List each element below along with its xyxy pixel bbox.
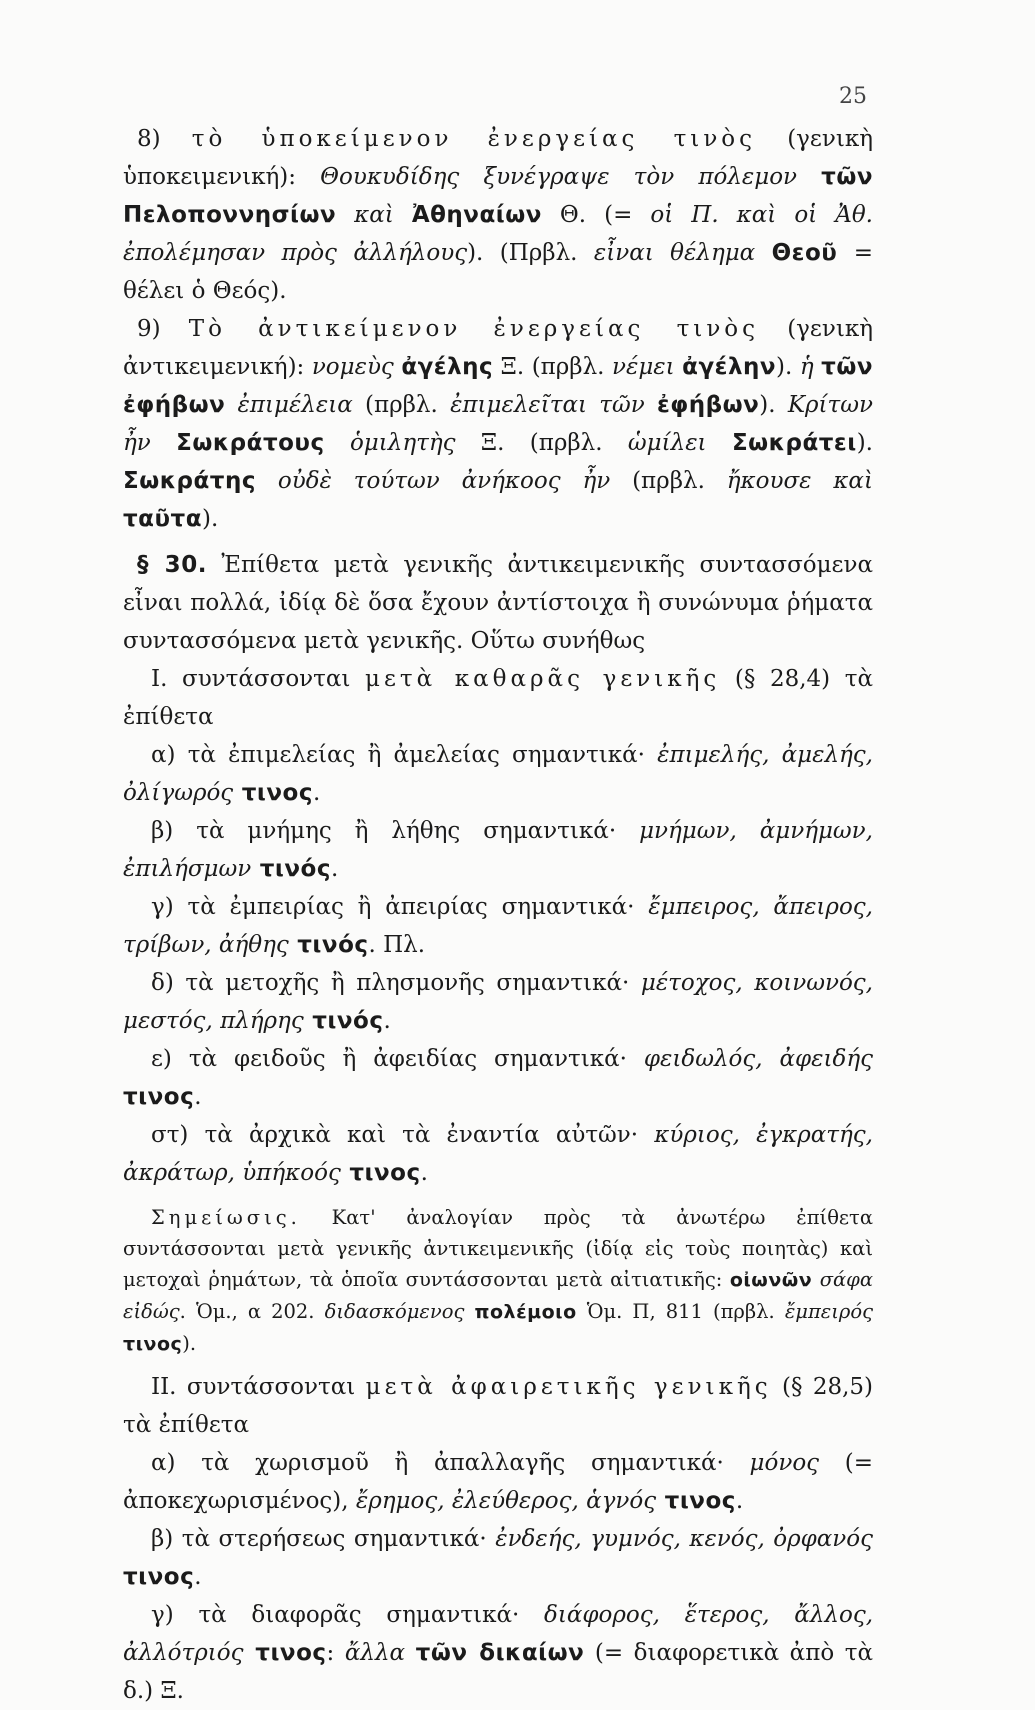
list-item [123,812,873,888]
example: ὡμίλει [627,430,732,456]
text: II. συντάσσονται [151,1374,366,1400]
example: σάφα εἰδώς [123,1268,874,1323]
text: (= διαφορετικὰ ἀπὸ τὰ δ.) Ξ. [123,1640,874,1704]
bold-example: ἀγέλης [401,354,494,380]
text: τὰ μνήμης ἢ λήθης σημαντικά· [196,818,640,844]
item-number: β) [151,1526,182,1552]
note [123,1202,873,1360]
example: ἐπιμέλεια [225,392,353,418]
item-number: 8) [137,126,192,152]
list-item [123,736,873,812]
text: τὰ ἐπιμελείας ἢ ἀμελείας σημαντικά· [187,742,658,768]
example: Κρίτων ἦν [123,392,873,456]
item-number: ε) [151,1046,189,1072]
spaced-term: τὸ ὑποκείμενον ἐνεργείας τινὸς [191,126,757,152]
bold-example: τινος [243,1640,327,1666]
text: τὰ μετοχῆς ἢ πλησμονῆς σημαντικά· [185,970,641,996]
part-I-heading [123,660,873,736]
text: τὰ ἐμπειρίας ἢ ἀπειρίας σημαντικά· [187,894,649,920]
page-number: 25 [839,84,867,109]
example: μέτοχος, κοινωνός, μεστός, πλήρης [123,970,873,1034]
spaced-term: μετὰ ἀφαιρετικῆς γενικῆς [365,1374,772,1400]
bold-example: οἰωνῶν [729,1269,813,1291]
text: . [420,1160,428,1186]
text: . [383,1008,391,1034]
section-text: Ἐπίθετα μετὰ γενικῆς ἀντικειμενικῆς συντασσόμενα εἶναι πολλά, ἰδίᾳ δὲ ὅσα ἔχουν ἀντίστοιχα ἢ συνώνυμα ῥήματα συντασσόμενα μετὰ γενικῆς. Οὕτω συνήθως [123,552,873,654]
example: ἄλλα [344,1640,416,1666]
text: Κατ' ἀναλογίαν πρὸς τὰ ἀνωτέρω ἐπίθετα συντάσσονται μετὰ γενικῆς ἀντικειμενικῆς (ἰδίᾳ εἰς τοὺς ποιητὰς) καὶ μετοχαὶ ῥημάτων, τὰ ὁποῖα συντάσσονται μετὰ αἰτιατικῆς: [123,1206,873,1291]
list-item [123,888,873,964]
text: τὰ ἀρχικὰ καὶ τὰ ἐναντία αὐτῶν· [204,1122,655,1148]
source: Θ. ( [541,202,614,228]
text: Ξ. (πρβλ. [455,430,628,456]
text: . [735,1488,744,1514]
list-item [123,1444,873,1520]
text: (= ἀποκεχωρισμένος), [123,1450,873,1514]
text: Ὁμ. Π, 811 (πρβλ. [576,1300,785,1323]
text: . Ὁμ., α 202. [179,1300,325,1323]
note-label: Σημείωσις. [151,1206,301,1229]
item-number: 9) [137,316,189,342]
item-number: δ) [151,970,186,996]
spaced-term: Τὸ ἀντικείμενον ἐνεργείας τινὸς [188,316,760,342]
text: ). [856,430,873,456]
text: I. συντάσσονται [151,666,366,692]
bold-example: Θεοῦ [771,240,838,266]
bold-example: τῶν δικαίων [415,1640,585,1666]
bold-example: ταῦτα [123,506,202,532]
bold-example: Ἀθηναίων [411,202,542,228]
item-number: α) [151,1450,202,1476]
list-item [123,1040,873,1116]
text: (πρβλ. [610,468,727,494]
text: τὰ διαφορᾶς σημαντικά· [198,1602,544,1628]
example: ἐπιμελεῖται τῶν [450,392,657,418]
example: εἶναι θέλημα [593,240,772,266]
text: . [330,856,339,882]
bold-example: τινος [123,1084,195,1110]
text: τὰ στερήσεως σημαντικά· [181,1526,496,1552]
example: διδασκόμενος [324,1300,475,1323]
bold-example: τινός [288,932,369,958]
bold-example: τῶν Πελοποννησίων [123,164,874,228]
list-item [123,1520,873,1596]
example: ἐνδεής, γυμνός, κενός, ὀρφανός [495,1526,874,1552]
item-number: α) [151,742,188,768]
body-text [123,120,873,1710]
part-II-heading [123,1368,873,1444]
example: μόνος [749,1450,820,1476]
bold-example: τινός [303,1008,384,1034]
text: ). (Πρβλ. [467,240,594,266]
text: . Πλ. [368,932,426,958]
bold-example: ἐφήβων [656,392,760,418]
example: Θουκυδίδης ξυνέγραψε τὸν πόλεμον [320,164,822,190]
bold-example: τινος [123,1564,195,1590]
bold-example: τινος [233,780,313,806]
example: ἔρημος, ἐλεύθερος, ἁγνός [355,1488,657,1514]
gloss: (γενικὴ ἀντικειμενική): [123,316,873,380]
item-number: β) [151,818,197,844]
bold-example: τῶν ἐφήβων [123,354,873,418]
example: ἔμπειρος, ἄπειρος, τρίβων, ἀήθης [123,894,873,958]
item-number: γ) [151,894,188,920]
list-item [123,1596,873,1710]
gloss: (γενικὴ ὑποκειμενική): [123,126,873,190]
example: ἐπιμελής, ἀμελής, ὀλίγωρός [123,742,873,806]
bold-example: τινός [251,856,331,882]
bold-example: τινος [340,1160,421,1186]
text: . [194,1564,202,1590]
text: = θέλει ὁ Θεός). [123,240,873,304]
text: (πρβλ. [352,392,451,418]
text: (§ 28,4) τὰ ἐπίθετα [123,666,873,730]
section-30 [123,546,873,660]
text: Ξ. (πρβλ. [493,354,613,380]
bold-example: τινος [656,1488,736,1514]
equivalence: = οἱ Π. καὶ οἱ Ἀθ. ἐπολέμησαν πρὸς ἀλλήλους [123,202,873,266]
list-item [123,1116,873,1192]
text: (§ 28,5) τὰ ἐπίθετα [123,1374,874,1438]
example: καὶ [336,202,412,228]
bold-example: Σωκράτους [176,430,325,456]
text: ). [759,392,788,418]
text: ). [776,354,800,380]
text: . [312,780,321,806]
example: κύριος, ἐγκρατής, ἀκράτωρ, ὑπήκοός [123,1122,873,1186]
paragraph-9 [123,310,873,538]
item-number: στ) [151,1122,205,1148]
example: διάφορος, ἕτερος, ἄλλος, ἀλλότριός [123,1602,874,1666]
example: ἔμπειρός [784,1300,874,1323]
example: νομεὺς [311,354,402,380]
example: ἤκουσε καὶ [726,468,873,494]
text: . [194,1084,202,1110]
text: ). [182,1332,197,1355]
text: τὰ φειδοῦς ἢ ἀφειδίας σημαντικά· [188,1046,644,1072]
bold-example: πολέμοιο [474,1301,577,1323]
spaced-term: μετὰ καθαρᾶς γενικῆς [365,666,721,692]
example: οὐδὲ τούτων ἀνήκοος ἦν [256,468,611,494]
paragraph-8 [123,120,873,310]
bold-example: τινος [123,1333,183,1355]
bold-example: ἀγέλην [682,354,777,380]
text: : [326,1640,345,1666]
bold-example: Σωκράτης [123,468,256,494]
example: ὁμιλητὴς [324,430,456,456]
item-number: γ) [151,1602,199,1628]
section-number: § 30. [137,552,207,578]
example: νέμει [612,354,683,380]
bold-example: Σωκράτει [731,430,857,456]
example: ἡ [799,354,822,380]
text: ). [202,506,219,532]
list-item [123,964,873,1040]
example: μνήμων, ἀμνήμων, ἐπιλήσμων [123,818,873,882]
text: τὰ χωρισμοῦ ἢ ἀπαλλαγῆς σημαντικά· [201,1450,750,1476]
example: φειδωλός, ἀφειδής [643,1046,874,1072]
